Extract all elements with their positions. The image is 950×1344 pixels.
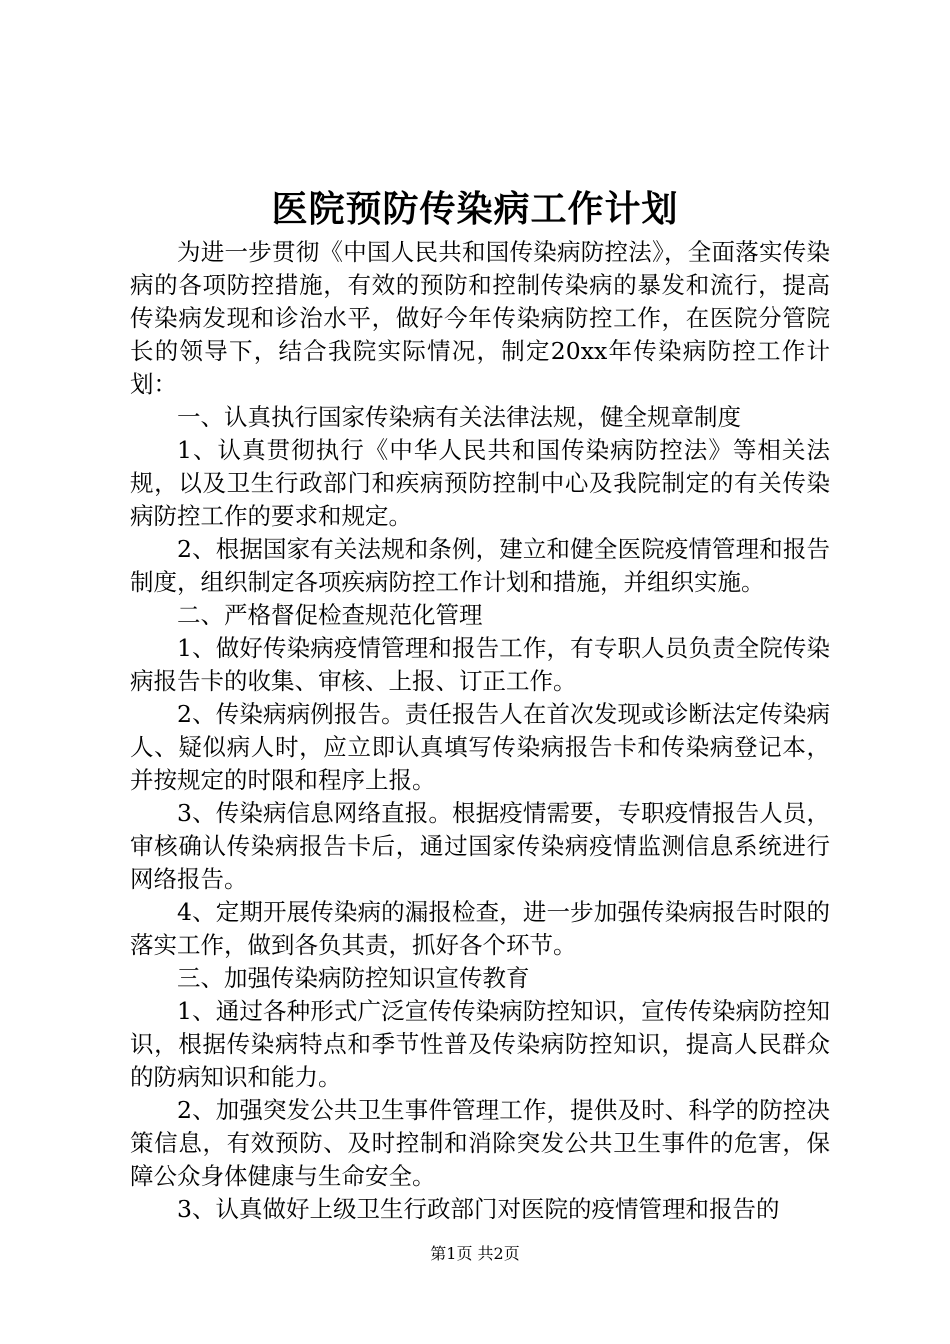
page-footer: 第1页 共2页 [430, 1244, 520, 1263]
section-heading-1: 一、认真执行国家传染病有关法律法规，健全规章制度 [177, 403, 741, 431]
section-1-item-2: 2、根据国家有关法规和条例，建立和健全医院疫情管理和报告制度，组织制定各项疾病防控工作计划和措施，并组织实施。 [130, 535, 830, 596]
section-2-item-1: 1、做好传染病疫情管理和报告工作，有专职人员负责全院传染病报告卡的收集、审核、上报、订正工作。 [130, 634, 830, 695]
document-body [130, 236, 830, 1226]
section-3-item-2: 2、加强突发公共卫生事件管理工作，提供及时、科学的防控决策信息，有效预防、及时控制和消除突发公共卫生事件的危害，保障公众身体健康与生命安全。 [130, 1096, 830, 1190]
section-3-item-1: 1、通过各种形式广泛宣传传染病防控知识，宣传传染病防控知识，根据传染病特点和季节性普及传染病防控知识，提高人民群众的防病知识和能力。 [130, 997, 830, 1091]
document-title: 医院预防传染病工作计划 [271, 188, 679, 230]
intro-paragraph: 为进一步贯彻《中国人民共和国传染病防控法》，全面落实传染病的各项防控措施，有效的预防和控制传染病的暴发和流行，提高传染病发现和诊治水平，做好今年传染病防控工作，在医院分管院长的领导下，结合我院实际情况，制定20xx年传染病防控工作计划： [130, 238, 830, 398]
section-heading-2: 二、严格督促检查规范化管理 [177, 601, 483, 629]
section-3-item-3: 3、认真做好上级卫生行政部门对医院的疫情管理和报告的 [177, 1195, 780, 1223]
section-heading-3: 三、加强传染病防控知识宣传教育 [177, 964, 530, 992]
section-2-item-3: 3、传染病信息网络直报。根据疫情需要，专职疫情报告人员，审核确认传染病报告卡后，通过国家传染病疫情监测信息系统进行网络报告。 [130, 799, 830, 893]
section-1-item-1: 1、认真贯彻执行《中华人民共和国传染病防控法》等相关法规，以及卫生行政部门和疾病预防控制中心及我院制定的有关传染病防控工作的要求和规定。 [130, 436, 830, 530]
section-2-item-4: 4、定期开展传染病的漏报检查，进一步加强传染病报告时限的落实工作，做到各负其责，抓好各个环节。 [130, 898, 830, 959]
section-2-item-2: 2、传染病病例报告。责任报告人在首次发现或诊断法定传染病人、疑似病人时，应立即认真填写传染病报告卡和传染病登记本，并按规定的时限和程序上报。 [130, 700, 830, 794]
